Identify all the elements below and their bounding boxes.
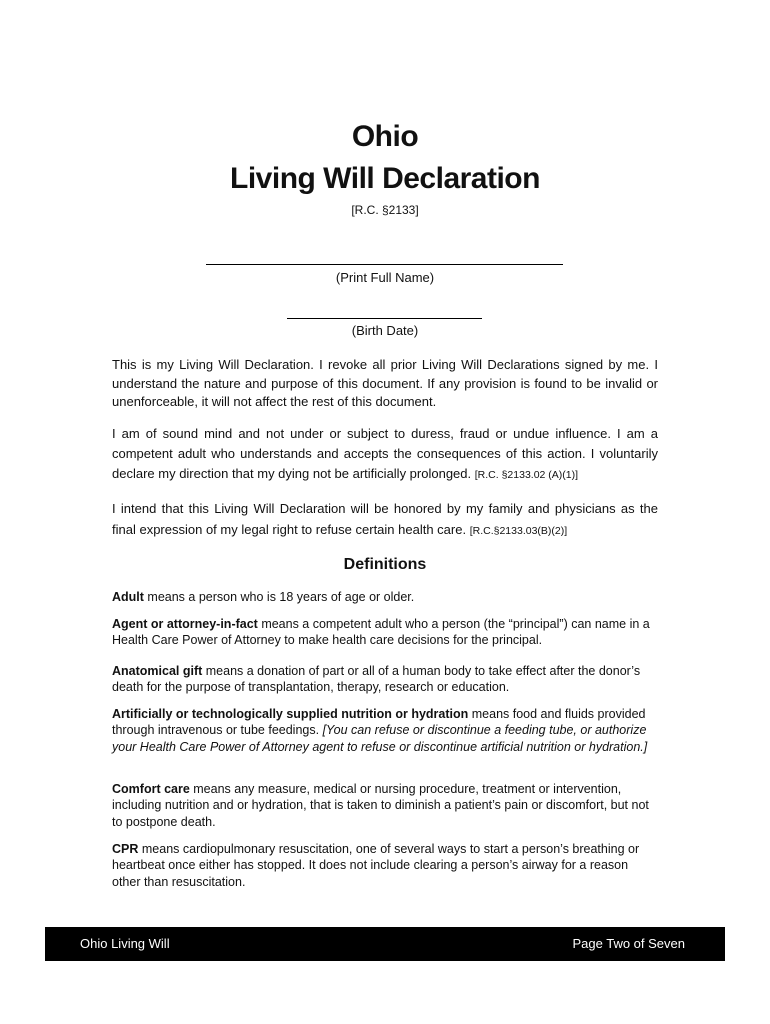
definition-term: Anatomical gift [112, 664, 203, 678]
definition-text: means cardiopulmonary resuscitation, one of several ways to start a person’s breathing or heartbeat once either has stopped. It does not include clearing a person’s airway for a reason other than resuscitation. [112, 842, 640, 889]
definition-term: Adult [112, 590, 144, 604]
page-footer [45, 927, 725, 961]
statute-citation: [R.C. §2133] [351, 203, 419, 217]
definition-term: Agent or attorney-in-fact [112, 617, 258, 631]
intent-citation: [R.C.§2133.03(B)(2)] [469, 525, 568, 537]
definition-comfort-care [112, 781, 660, 830]
intent-text: I intend that this Living Will Declaration will be honored by my family and physicians as the final expression of my legal right to refuse certain health care. [112, 501, 658, 537]
declaration-paragraph: This is my Living Will Declaration. I revoke all prior Living Will Declarations signed by me. I understand the nature and purpose of this document. If any provision is found to be invalid or unenforceable, it will not affect the rest of this document. [112, 357, 658, 409]
document-title: Living Will Declaration [230, 162, 540, 195]
definition-text: means a competent adult who a person (the “principal”) can name in a Health Care Power of Attorney to make health care decisions for the principal. [112, 617, 650, 648]
intent-paragraph [112, 498, 658, 542]
document-title-state: Ohio [351, 120, 419, 153]
definition-text: means food and fluids provided through intravenous or tube feedings. [112, 707, 646, 738]
competency-text: I am of sound mind and not under or subject to duress, fraud or undue influence. I am a competent adult who understands and accepts the consequences of this action. I voluntarily declare my direction that my dying not be artificially prolonged. [112, 426, 658, 481]
definition-anatomical-gift [112, 663, 660, 696]
competency-citation: [R.C. §2133.02 (A)(1)] [474, 469, 579, 481]
definition-text: means any measure, medical or nursing procedure, treatment or intervention, including nutrition and or hydration, that is taken to diminish a patient’s pain or discomfort, but not to postpone death. [112, 782, 649, 829]
competency-paragraph [112, 424, 658, 485]
full-name-caption: (Print Full Name) [335, 270, 435, 285]
definition-nutrition-hydration [112, 706, 660, 755]
definition-term: CPR [112, 842, 139, 856]
definition-cpr [112, 841, 660, 890]
definition-note: [You can refuse or discontinue a feeding tube, or authorize your Health Care Power of Attorney agent to refuse or discontinue artificial nutrition or hydration.] [112, 723, 648, 754]
birth-date-line[interactable] [287, 318, 482, 319]
definition-term: Comfort care [112, 782, 190, 796]
definition-term: Artificially or technologically supplied nutrition or hydration [112, 707, 469, 721]
definition-text: means a donation of part or all of a human body to take effect after the donor’s death for the purpose of transplantation, therapy, research or education. [112, 664, 641, 695]
footer-page-number: Page Two of Seven [572, 936, 685, 951]
definition-adult [112, 589, 660, 605]
full-name-signature-line[interactable] [206, 264, 563, 265]
definition-text: means a person who is 18 years of age or older. [143, 590, 415, 604]
birth-date-caption: (Birth Date) [351, 323, 419, 338]
definitions-heading: Definitions [343, 556, 427, 573]
definition-agent [112, 616, 660, 649]
footer-document-name: Ohio Living Will [80, 936, 170, 951]
